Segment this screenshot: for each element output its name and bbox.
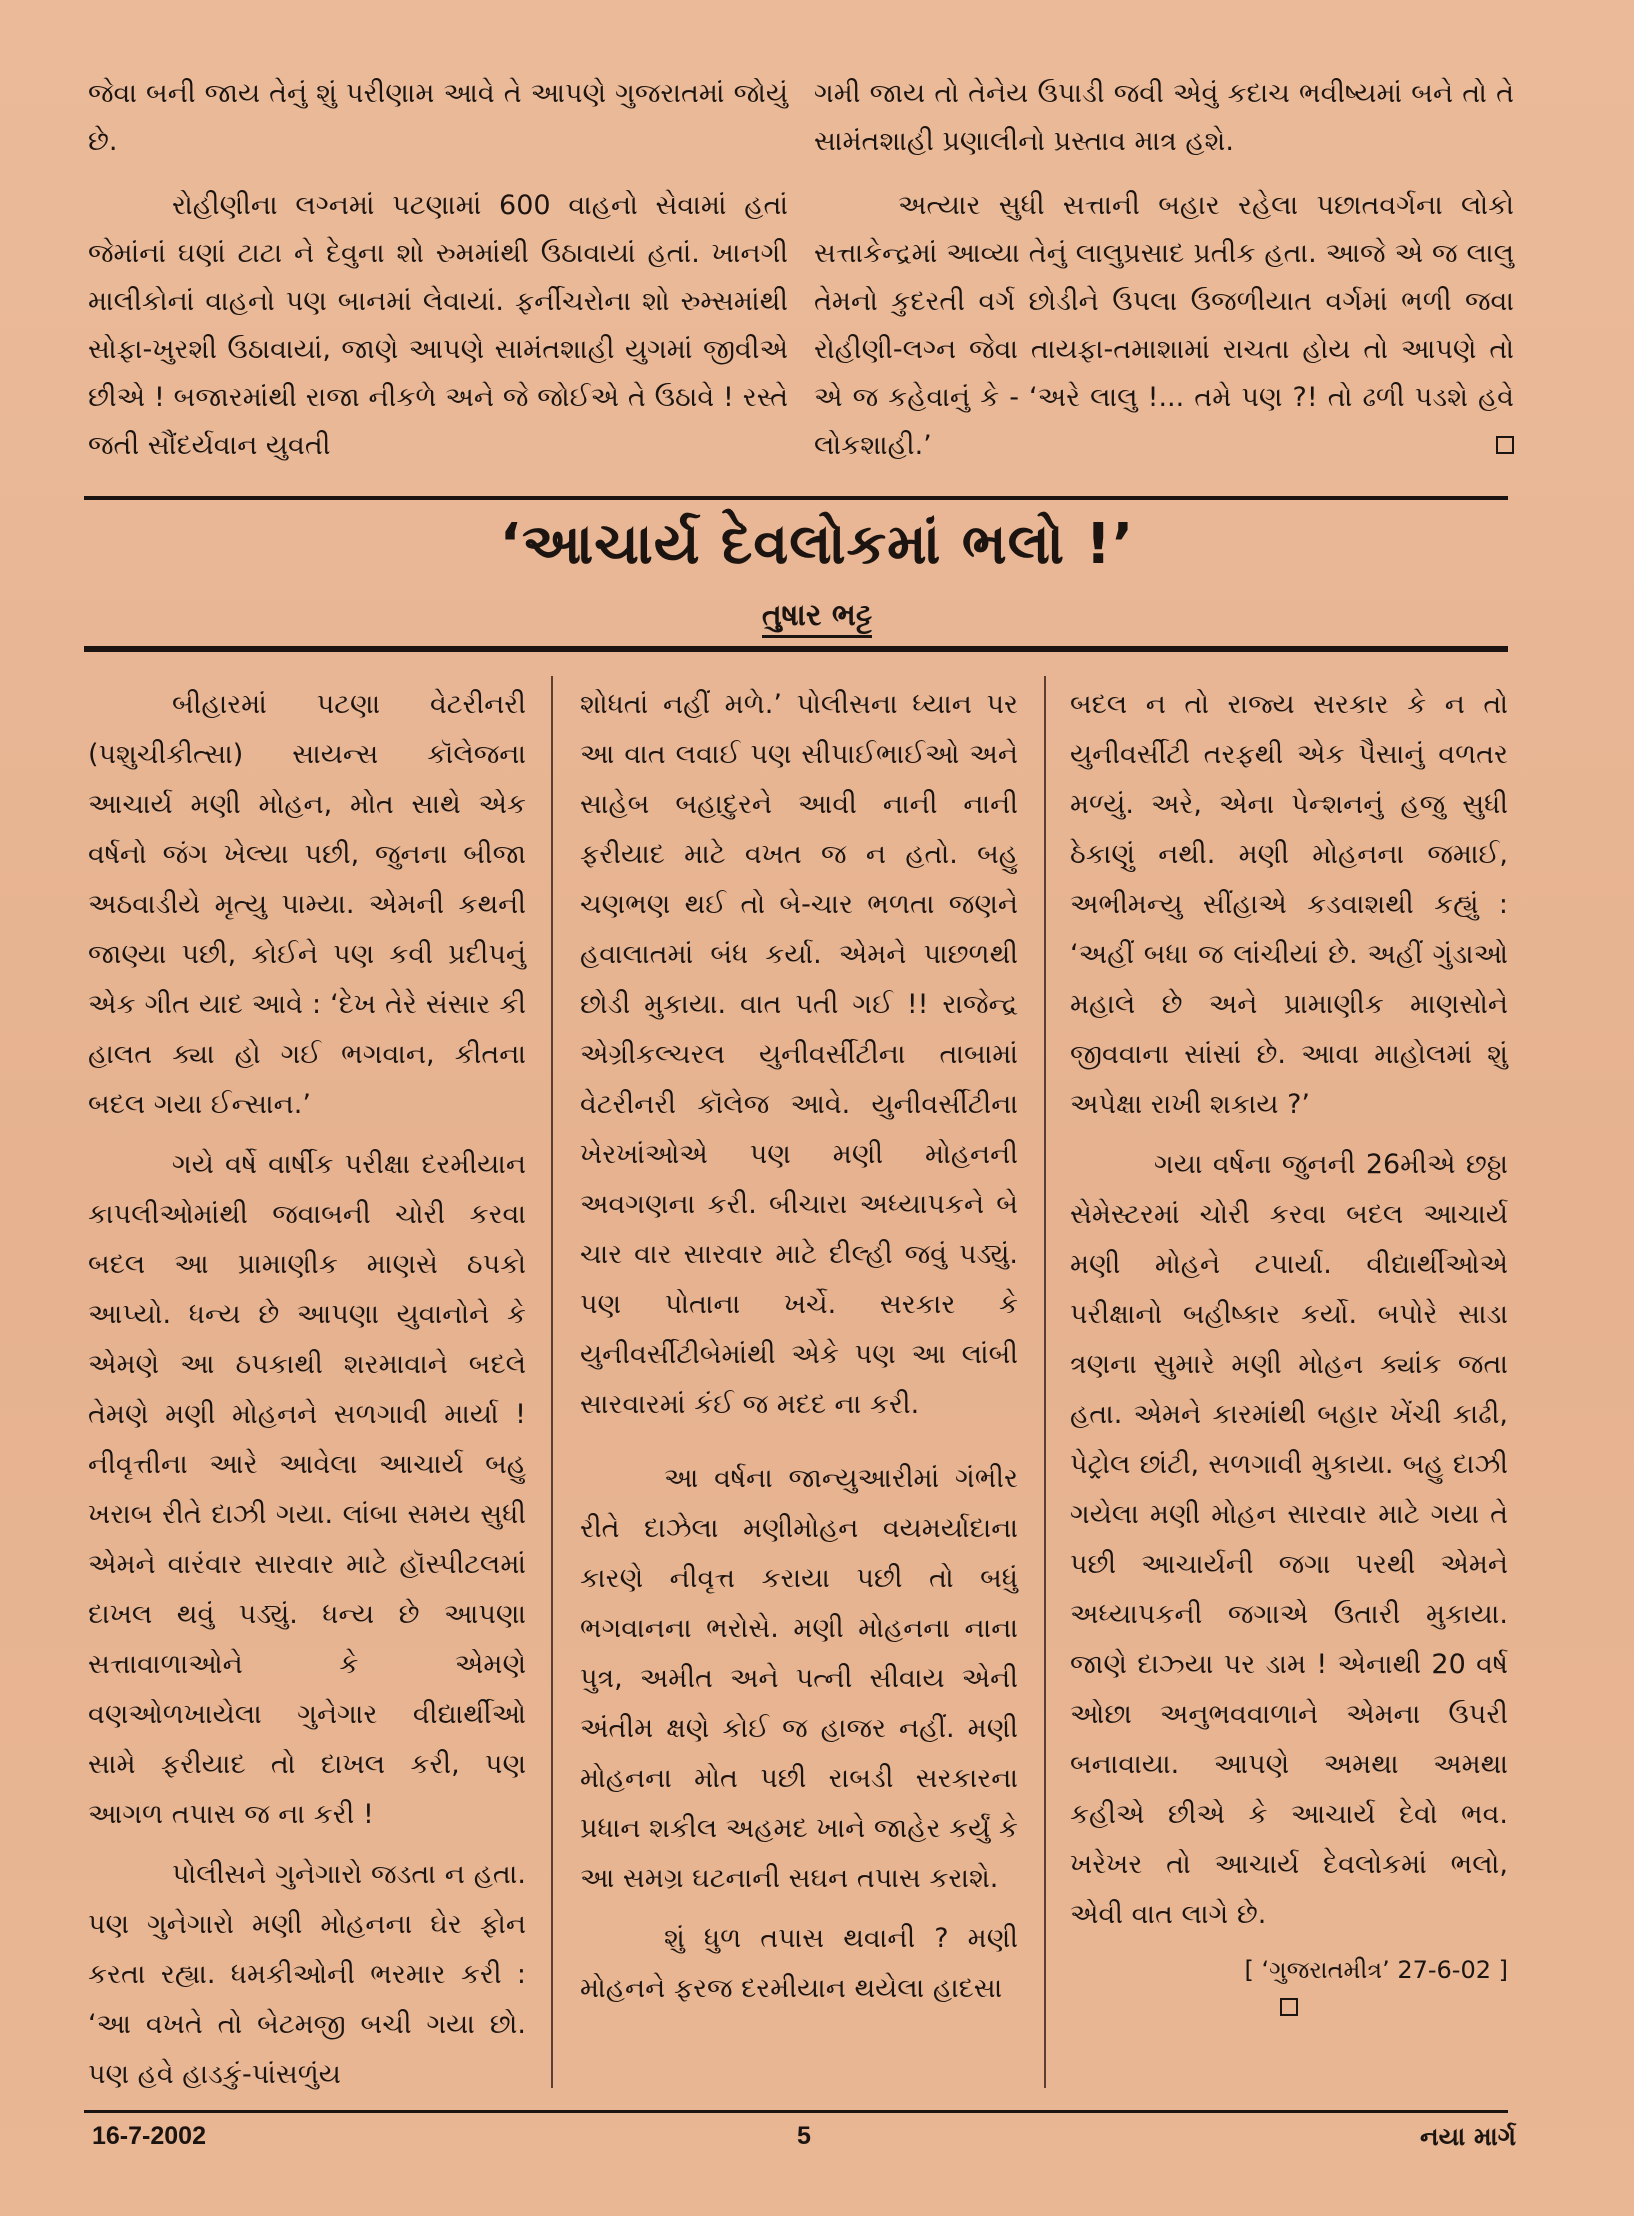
top-right-para-2-text: અત્યાર સુધી સત્તાની બહાર રહેલા પછાતવર્ગના લોકો સત્તાકેન્દ્રમાં આવ્યા તેનું લાલુપ્રસાદ પ્રતીક હતા. આજે એ જ લાલુ તેમનો કુદરતી વર્ગ છોડીને ઉપલા ઉજળીયાત વર્ગમાં ભળી જવા રોહીણી-લગ્ન જેવા તાયફા-તમાશામાં રાચતા હોય તો આપણે તો એ જ કહેવાનું કે - ‘અરે લાલુ !... તમે પણ ?! તો ઢળી પડશે હવે લોકશાહી.’ — [814, 190, 1514, 461]
top-left-para-2: રોહીણીના લગ્નમાં પટણામાં 600 વાહનો સેવામાં હતાં જેમાંનાં ઘણાં ટાટા ને દેવુના શો રુમમાંથી ઉઠાવાયાં હતાં. ખાનગી માલીકોનાં વાહનો પણ બાનમાં લેવાયાં. ફર્નીચરોના શો રુમ્સમાંથી સોફા-ખુરશી ઉઠાવાયાં, જાણે આપણે સામંતશાહી યુગમાં જીવીએ છીએ ! બજારમાંથી રાજા નીકળે અને જે જોઈએ તે ઉઠાવે ! રસ્તે જતી સૌંદર્યવાન યુવતી — [88, 190, 788, 461]
end-of-article-mark — [1280, 1998, 1298, 2016]
col1-para-3: પોલીસને ગુનેગારો જડતા ન હતા. પણ ગુનેગારો મણી મોહનના ઘેર ફોન કરતા રહ્યા. ધમકીઓની ભરમાર કરી : ‘આ વખતે તો બેટમજી બચી ગયા છો. પણ હવે હાડકું-પાંસળુંય — [88, 1859, 526, 2090]
article-column-3 — [1070, 680, 1508, 2016]
article-end-mark-wrap — [1070, 1996, 1508, 2016]
article-headline: ‘આચાર્ય દેવલોકમાં ભલો !’ — [499, 512, 1135, 577]
source-citation: [ ‘ગુજરાતમીત્ર’ 27-6-02 ] — [1244, 1956, 1508, 1984]
column-divider-1 — [551, 676, 553, 2088]
col3-para-1: બદલ ન તો રાજ્ય સરકાર કે ન તો યુનીવર્સીટી તરફથી એક પૈસાનું વળતર મળ્યું. અરે, એના પેન્શનનું હજુ સુધી ઠેકાણું નથી. મણી મોહનના જમાઈ, અભીમન્યુ સીંહાએ કડવાશથી કહ્યું : ‘અહીં બધા જ લાંચીયાં છે. અહીં ગુંડાઓ મહાલે છે અને પ્રામાણીક માણસોને જીવવાના સાંસાં છે. આવા માહોલમાં શું અપેક્ષા રાખી શકાય ?’ — [1070, 689, 1508, 1120]
article-column-2 — [580, 680, 1018, 2014]
top-right-para-1: ગમી જાય તો તેનેય ઉપાડી જવી એવું કદાચ ભવીષ્યમાં બને તો તે સામંતશાહી પ્રણાલીનો પ્રસ્તાવ માત્ર હશે. — [814, 78, 1514, 157]
article-byline — [0, 598, 1634, 633]
issue-date: 16-7-2002 — [92, 2122, 206, 2150]
col3-para-2: ગયા વર્ષના જુનની 26મીએ છઠ્ઠા સેમેસ્ટરમાં ચોરી કરવા બદલ આચાર્ય મણી મોહને ટપાર્યા. વીદ્યાર્થીઓએ પરીક્ષાનો બહીષ્કાર કર્યો. બપોરે સાડા ત્રણના સુમારે મણી મોહન ક્યાંક જતા હતા. એમને કારમાંથી બહાર ખેંચી કાઢી, પેટ્રોલ છાંટી, સળગાવી મુકાયા. બહુ દાઝી ગયેલા મણી મોહન સારવાર માટે ગયા તે પછી આચાર્યની જગા પરથી એમને અધ્યાપકની જગાએ ઉતારી મુકાયા. જાણે દાઝ્યા પર ડામ ! એનાથી 20 વર્ષ ઓછા અનુભવવાળાને એમના ઉપરી બનાવાયા. આપણે અમથા અમથા કહીએ છીએ કે આચાર્ય દેવો ભવ. ખરેખર તો આચાર્ય દેવલોકમાં ભલો, એવી વાત લાગે છે. — [1070, 1149, 1508, 1930]
col1-para-2: ગયે વર્ષે વાર્ષીક પરીક્ષા દરમીયાન કાપલીઓમાંથી જવાબની ચોરી કરવા બદલ આ પ્રામાણીક માણસે ઠપકો આપ્યો. ધન્ય છે આપણા યુવાનોને કે એમણે આ ઠપકાથી શરમાવાને બદલે તેમણે મણી મોહનને સળગાવી માર્યા ! નીવૃત્તીના આરે આવેલા આચાર્ય બહુ ખરાબ રીતે દાઝી ગયા. લાંબા સમય સુધી એમને વારંવાર સારવાર માટે હૉસ્પીટલમાં દાખલ થવું પડ્યું. ધન્ય છે આપણા સત્તાવાળાઓને કે એમણે વણઓળખાયેલા ગુનેગાર વીદ્યાર્થીઓ સામે ફરીયાદ તો દાખલ કરી, પણ આગળ તપાસ જ ના કરી ! — [88, 1149, 526, 1830]
footer-rule — [84, 2110, 1508, 2113]
col2-para-2: આ વર્ષના જાન્યુઆરીમાં ગંભીર રીતે દાઝેલા મણીમોહન વયમર્યાદાના કારણે નીવૃત્ત કરાયા પછી તો બધું ભગવાનના ભરોસે. મણી મોહનના નાના પુત્ર, અમીત અને પત્ની સીવાય એની અંતીમ ક્ષણે કોઈ જ હાજર નહીં. મણી મોહનના મોત પછી રાબડી સરકારના પ્રધાન શકીલ અહમદ ખાને જાહેર કર્યું કે આ સમગ્ર ઘટનાની સઘન તપાસ કરાશે. — [580, 1463, 1018, 1894]
col2-para-1: શોધતાં નહીં મળે.’ પોલીસના ધ્યાન પર આ વાત લવાઈ પણ સીપાઈભાઈઓ અને સાહેબ બહાદુરને આવી નાની નાની ફરીયાદ માટે વખત જ ન હતો. બહુ ચણભણ થઈ તો બે-ચાર ભળતા જણને હવાલાતમાં બંધ કર્યા. એમને પાછળથી છોડી મુકાયા. વાત પતી ગઈ !! રાજેન્દ્ર એગ્રીકલ્ચરલ યુનીવર્સીટીના તાબામાં વેટરીનરી કૉલેજ આવે. યુનીવર્સીટીના ખેરખાંઓએ પણ મણી મોહનની અવગણના કરી. બીચારા અધ્યાપકને બે ચાર વાર સારવાર માટે દીલ્હી જવું પડ્યું. પણ પોતાના ખર્ચે. સરકાર કે યુનીવર્સીટીબેમાંથી એકે પણ આ લાંબી સારવારમાં કંઈ જ મદદ ના કરી. — [580, 689, 1018, 1420]
top-left-para-1: જેવા બની જાય તેનું શું પરીણામ આવે તે આપણે ગુજરાતમાં જોયું છે. — [88, 78, 788, 157]
page-footer — [0, 2122, 1634, 2162]
author-name: તુષાર ભટ્ટ — [762, 598, 872, 638]
magazine-name: નયા માર્ગ — [1420, 2122, 1516, 2151]
top-divider-rule — [84, 496, 1508, 500]
top-left-column — [88, 70, 788, 470]
article-column-1 — [88, 680, 526, 2100]
page-number: 5 — [797, 2122, 811, 2150]
top-right-column — [814, 70, 1514, 470]
col1-para-1: બીહારમાં પટણા વેટરીનરી (પશુચીકીત્સા) સાયન્સ કૉલેજના આચાર્ય મણી મોહન, મોત સાથે એક વર્ષનો જંગ ખેલ્યા પછી, જુનના બીજા અઠવાડીયે મૃત્યુ પામ્યા. એમની કથની જાણ્યા પછી, કોઈને પણ કવી પ્રદીપનું એક ગીત યાદ આવે : ‘દેખ તેરે સંસાર કી હાલત ક્યા હો ગઈ ભગવાન, કીતના બદલ ગયા ઈન્સાન.’ — [88, 689, 526, 1120]
byline-divider-rule — [84, 646, 1508, 652]
end-of-article-mark — [1496, 436, 1514, 454]
column-divider-2 — [1044, 676, 1046, 2088]
top-right-para-2 — [814, 182, 1514, 470]
col2-para-3: શું ધુળ તપાસ થવાની ? મણી મોહનને ફરજ દરમીયાન થયેલા હાદસા — [580, 1923, 1018, 2004]
